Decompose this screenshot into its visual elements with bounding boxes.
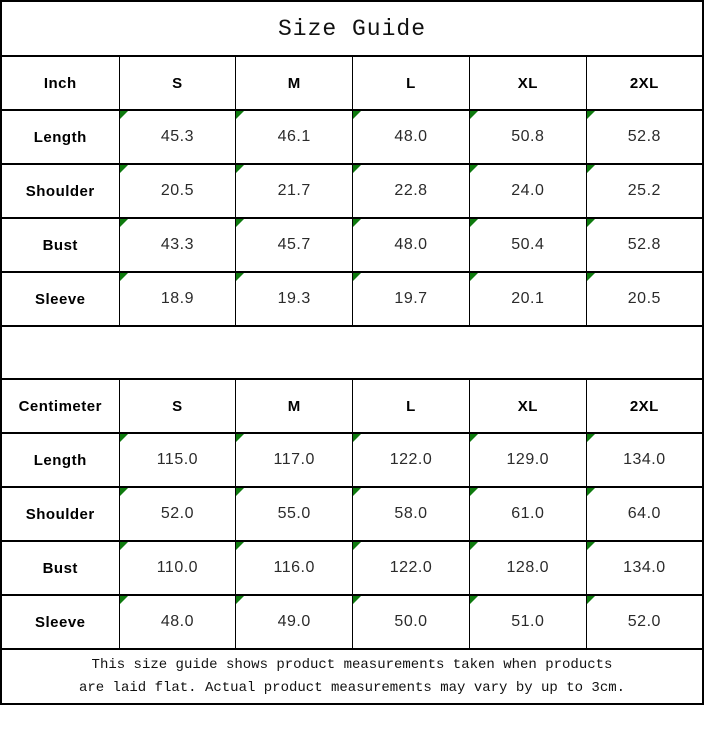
green-corner-flag-icon xyxy=(470,165,478,173)
measurement-cell xyxy=(236,541,353,595)
measurement-value: 48.0 xyxy=(394,128,428,145)
cm-sleeve-row xyxy=(1,595,703,649)
green-corner-flag-icon xyxy=(587,434,595,442)
green-corner-flag-icon xyxy=(587,596,595,604)
inch-shoulder-row xyxy=(1,164,703,218)
measurement-value: 22.8 xyxy=(394,182,428,199)
measurement-cell xyxy=(353,541,470,595)
cm-length-row xyxy=(1,433,703,487)
measurement-cell xyxy=(586,110,703,164)
measurement-cell xyxy=(586,541,703,595)
measurement-value: 46.1 xyxy=(277,128,311,145)
row-label-bust: Bust xyxy=(1,218,119,272)
measurement-value: 49.0 xyxy=(277,613,311,630)
green-corner-flag-icon xyxy=(470,111,478,119)
row-label-sleeve: Sleeve xyxy=(1,595,119,649)
measurement-cell xyxy=(469,541,586,595)
centimeter-header-row xyxy=(1,379,703,433)
measurement-cell xyxy=(353,218,470,272)
measurement-cell xyxy=(236,164,353,218)
measurement-cell xyxy=(469,218,586,272)
measurement-cell xyxy=(236,595,353,649)
size-header-s: S xyxy=(119,56,236,110)
footer-note xyxy=(1,649,703,704)
measurement-cell xyxy=(586,218,703,272)
footer-note-line2: are laid flat. Actual product measurements may vary by up to 3cm. xyxy=(78,679,626,696)
measurement-value: 122.0 xyxy=(389,451,433,468)
measurement-value: 20.5 xyxy=(627,290,661,307)
measurement-cell xyxy=(353,487,470,541)
measurement-value: 52.8 xyxy=(627,236,661,253)
inch-bust-row xyxy=(1,218,703,272)
measurement-cell xyxy=(353,595,470,649)
green-corner-flag-icon xyxy=(353,273,361,281)
measurement-value: 45.7 xyxy=(277,236,311,253)
green-corner-flag-icon xyxy=(587,111,595,119)
cm-bust-row xyxy=(1,541,703,595)
measurement-value: 50.8 xyxy=(511,128,545,145)
measurement-cell xyxy=(586,487,703,541)
green-corner-flag-icon xyxy=(587,542,595,550)
green-corner-flag-icon xyxy=(470,488,478,496)
measurement-cell xyxy=(469,595,586,649)
measurement-value: 48.0 xyxy=(160,613,194,630)
measurement-value: 24.0 xyxy=(511,182,545,199)
measurement-value: 51.0 xyxy=(511,613,545,630)
green-corner-flag-icon xyxy=(587,273,595,281)
measurement-cell xyxy=(119,218,236,272)
measurement-value: 52.8 xyxy=(627,128,661,145)
green-corner-flag-icon xyxy=(470,596,478,604)
green-corner-flag-icon xyxy=(470,219,478,227)
measurement-value: 19.7 xyxy=(394,290,428,307)
green-corner-flag-icon xyxy=(470,542,478,550)
measurement-value: 18.9 xyxy=(160,290,194,307)
measurement-value: 25.2 xyxy=(627,182,661,199)
measurement-value: 55.0 xyxy=(277,505,311,522)
row-label-shoulder: Shoulder xyxy=(1,164,119,218)
inch-length-row xyxy=(1,110,703,164)
measurement-cell xyxy=(236,110,353,164)
measurement-value: 110.0 xyxy=(156,559,199,576)
measurement-value: 20.5 xyxy=(160,182,194,199)
measurement-cell xyxy=(236,272,353,326)
measurement-cell xyxy=(353,433,470,487)
size-header-m: M xyxy=(236,379,353,433)
measurement-cell xyxy=(469,487,586,541)
green-corner-flag-icon xyxy=(120,434,128,442)
measurement-cell xyxy=(586,433,703,487)
green-corner-flag-icon xyxy=(353,434,361,442)
green-corner-flag-icon xyxy=(470,273,478,281)
measurement-value: 45.3 xyxy=(160,128,194,145)
green-corner-flag-icon xyxy=(236,488,244,496)
measurement-cell xyxy=(353,164,470,218)
green-corner-flag-icon xyxy=(587,219,595,227)
measurement-cell xyxy=(119,595,236,649)
measurement-value: 21.7 xyxy=(277,182,311,199)
green-corner-flag-icon xyxy=(120,111,128,119)
unit-header-inch: Inch xyxy=(1,56,119,110)
measurement-value: 134.0 xyxy=(623,559,666,576)
green-corner-flag-icon xyxy=(120,273,128,281)
measurement-cell xyxy=(353,110,470,164)
green-corner-flag-icon xyxy=(120,165,128,173)
measurement-value: 52.0 xyxy=(160,505,194,522)
measurement-value: 115.0 xyxy=(156,451,199,468)
measurement-cell xyxy=(119,433,236,487)
measurement-cell xyxy=(119,487,236,541)
measurement-value: 61.0 xyxy=(511,505,545,522)
measurement-value: 58.0 xyxy=(394,505,428,522)
measurement-value: 116.0 xyxy=(273,559,315,576)
size-header-2xl: 2XL xyxy=(586,56,703,110)
green-corner-flag-icon xyxy=(236,542,244,550)
measurement-value: 129.0 xyxy=(506,451,550,468)
row-label-length: Length xyxy=(1,433,119,487)
measurement-cell xyxy=(353,272,470,326)
green-corner-flag-icon xyxy=(236,596,244,604)
size-header-s: S xyxy=(119,379,236,433)
size-header-xl: XL xyxy=(469,56,586,110)
cm-shoulder-row xyxy=(1,487,703,541)
green-corner-flag-icon xyxy=(353,111,361,119)
measurement-cell xyxy=(119,541,236,595)
measurement-cell xyxy=(236,487,353,541)
row-label-length: Length xyxy=(1,110,119,164)
green-corner-flag-icon xyxy=(236,434,244,442)
measurement-value: 19.3 xyxy=(277,290,311,307)
page-title: Size Guide xyxy=(1,1,703,56)
spacer-cell xyxy=(1,326,703,379)
size-header-m: M xyxy=(236,56,353,110)
size-header-2xl: 2XL xyxy=(586,379,703,433)
green-corner-flag-icon xyxy=(120,488,128,496)
measurement-cell xyxy=(586,272,703,326)
green-corner-flag-icon xyxy=(353,542,361,550)
measurement-cell xyxy=(586,164,703,218)
measurement-cell xyxy=(119,110,236,164)
measurement-cell xyxy=(586,595,703,649)
measurement-value: 48.0 xyxy=(394,236,428,253)
measurement-cell xyxy=(236,218,353,272)
green-corner-flag-icon xyxy=(587,165,595,173)
green-corner-flag-icon xyxy=(120,596,128,604)
green-corner-flag-icon xyxy=(353,165,361,173)
footer-note-row xyxy=(1,649,703,704)
size-header-xl: XL xyxy=(469,379,586,433)
unit-header-centimeter: Centimeter xyxy=(1,379,119,433)
green-corner-flag-icon xyxy=(587,488,595,496)
measurement-value: 50.0 xyxy=(394,613,428,630)
measurement-value: 117.0 xyxy=(273,451,315,468)
footer-note-line1: This size guide shows product measurements taken when products xyxy=(91,656,613,673)
row-label-bust: Bust xyxy=(1,541,119,595)
green-corner-flag-icon xyxy=(236,273,244,281)
measurement-value: 20.1 xyxy=(511,290,545,307)
measurement-cell xyxy=(469,433,586,487)
green-corner-flag-icon xyxy=(236,165,244,173)
measurement-value: 122.0 xyxy=(389,559,433,576)
measurement-value: 43.3 xyxy=(160,236,194,253)
measurement-value: 50.4 xyxy=(511,236,545,253)
size-header-l: L xyxy=(353,379,470,433)
row-label-shoulder: Shoulder xyxy=(1,487,119,541)
green-corner-flag-icon xyxy=(120,219,128,227)
green-corner-flag-icon xyxy=(236,219,244,227)
measurement-value: 52.0 xyxy=(627,613,661,630)
measurement-cell xyxy=(469,272,586,326)
green-corner-flag-icon xyxy=(120,542,128,550)
green-corner-flag-icon xyxy=(353,488,361,496)
measurement-cell xyxy=(469,110,586,164)
measurement-value: 64.0 xyxy=(627,505,661,522)
measurement-cell xyxy=(469,164,586,218)
inch-sleeve-row xyxy=(1,272,703,326)
measurement-value: 128.0 xyxy=(506,559,550,576)
measurement-cell xyxy=(119,272,236,326)
green-corner-flag-icon xyxy=(236,111,244,119)
green-corner-flag-icon xyxy=(353,596,361,604)
inch-header-row xyxy=(1,56,703,110)
green-corner-flag-icon xyxy=(470,434,478,442)
spacer-row xyxy=(1,326,703,379)
size-header-l: L xyxy=(353,56,470,110)
green-corner-flag-icon xyxy=(353,219,361,227)
measurement-value: 134.0 xyxy=(623,451,666,468)
row-label-sleeve: Sleeve xyxy=(1,272,119,326)
measurement-cell xyxy=(236,433,353,487)
measurement-cell xyxy=(119,164,236,218)
